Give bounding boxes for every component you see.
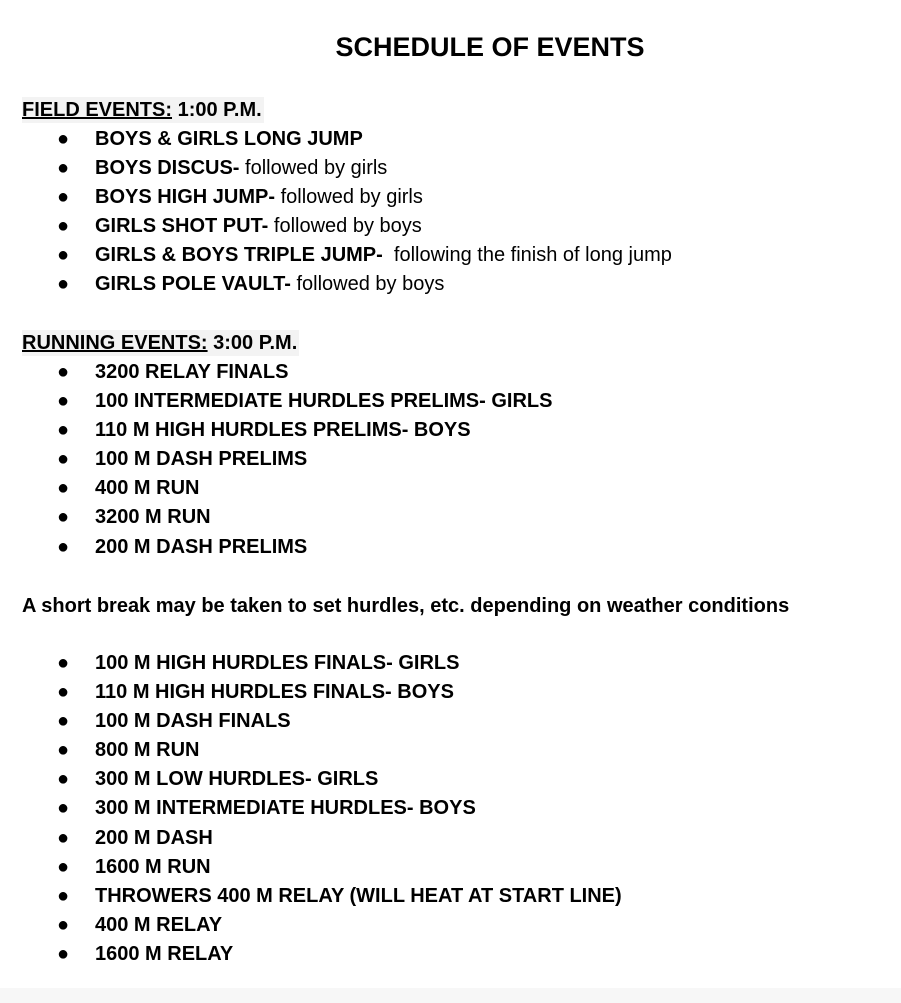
- list-item: [0, 649, 622, 678]
- bullet-icon: ●: [57, 913, 70, 936]
- list-item: [0, 270, 672, 299]
- page-bottom-edge: [0, 988, 901, 1003]
- event-name: 400 M RUN: [95, 477, 200, 500]
- list-item: [0, 183, 672, 212]
- list-item: [0, 940, 622, 969]
- bullet-icon: ●: [57, 739, 70, 762]
- list-item: [0, 212, 672, 241]
- list-item: [0, 707, 622, 736]
- bullet-icon: ●: [57, 681, 70, 704]
- list-item: [0, 474, 552, 503]
- event-name: 100 M HIGH HURDLES FINALS- GIRLS: [95, 652, 460, 674]
- bullet-icon: ●: [57, 652, 70, 674]
- bullet-icon: ●: [57, 186, 70, 209]
- bullet-icon: ●: [57, 157, 70, 180]
- event-name: 200 M DASH: [95, 826, 213, 849]
- bullet-icon: ●: [57, 710, 70, 733]
- event-name: 300 M INTERMEDIATE HURDLES- BOYS: [95, 797, 476, 820]
- event-note: following the finish of long jump: [382, 244, 672, 267]
- event-note: followed by girls: [275, 186, 423, 209]
- event-name: 100 M DASH PRELIMS: [95, 448, 308, 471]
- running-events-list-part1: [0, 358, 552, 562]
- event-name: GIRLS & BOYS TRIPLE JUMP-: [95, 244, 383, 267]
- list-item: [0, 678, 622, 707]
- list-item: [0, 882, 622, 911]
- list-item: [0, 765, 622, 794]
- event-name: 100 INTERMEDIATE HURDLES PRELIMS- GIRLS: [95, 390, 553, 413]
- event-note: followed by boys: [268, 215, 422, 238]
- event-name: 1600 M RUN: [95, 855, 211, 878]
- list-item: [0, 853, 622, 882]
- list-item: [0, 125, 672, 154]
- bullet-icon: ●: [57, 826, 70, 849]
- running-events-heading: [22, 330, 299, 356]
- field-events-heading: [22, 97, 264, 123]
- bullet-icon: ●: [57, 942, 70, 965]
- bullet-icon: ●: [57, 477, 70, 500]
- event-note: followed by girls: [239, 157, 388, 180]
- event-name: 3200 RELAY FINALS: [95, 361, 289, 383]
- event-name: 800 M RUN: [95, 739, 200, 762]
- bullet-icon: ●: [57, 855, 70, 878]
- event-name: GIRLS POLE VAULT-: [95, 273, 291, 296]
- event-name: 400 M RELAY: [95, 913, 223, 936]
- bullet-icon: ●: [57, 128, 70, 150]
- event-name: 110 M HIGH HURDLES FINALS- BOYS: [95, 681, 454, 704]
- event-name: BOYS & GIRLS LONG JUMP: [95, 128, 363, 150]
- list-item: [0, 416, 552, 445]
- event-name: 1600 M RELAY: [95, 942, 234, 965]
- event-name: 100 M DASH FINALS: [95, 710, 291, 733]
- field-events-list: [0, 125, 672, 300]
- bullet-icon: ●: [57, 361, 70, 383]
- list-item: [0, 824, 622, 853]
- list-item: [0, 736, 622, 765]
- list-item: [0, 503, 552, 532]
- event-name: THROWERS 400 M RELAY (WILL HEAT AT START LINE): [95, 884, 622, 907]
- running-events-heading-time: 3:00 P.M.: [207, 332, 298, 354]
- list-item: [0, 358, 552, 387]
- bullet-icon: ●: [57, 244, 70, 267]
- event-name: 200 M DASH PRELIMS: [95, 535, 308, 558]
- bullet-icon: ●: [57, 506, 70, 529]
- bullet-icon: ●: [57, 535, 70, 558]
- running-events-list-part2: [0, 649, 622, 969]
- bullet-icon: ●: [57, 768, 70, 791]
- running-events-heading-label: RUNNING EVENTS:: [22, 332, 208, 354]
- page-title: SCHEDULE OF EVENTS: [335, 32, 645, 62]
- event-note: followed by boys: [290, 273, 445, 296]
- list-item: [0, 911, 622, 940]
- list-item: [0, 387, 552, 416]
- event-name: BOYS HIGH JUMP-: [95, 186, 276, 209]
- list-item: [0, 445, 552, 474]
- bullet-icon: ●: [57, 390, 70, 413]
- bullet-icon: ●: [57, 884, 70, 907]
- list-item: [0, 241, 672, 270]
- event-name: 110 M HIGH HURDLES PRELIMS- BOYS: [95, 419, 471, 442]
- bullet-icon: ●: [57, 273, 70, 296]
- list-item: [0, 794, 622, 823]
- event-name: 3200 M RUN: [95, 506, 211, 529]
- break-note: A short break may be taken to set hurdles, etc. depending on weather conditions: [22, 595, 790, 617]
- field-events-heading-label: FIELD EVENTS:: [22, 99, 173, 121]
- bullet-icon: ●: [57, 797, 70, 820]
- event-name: BOYS DISCUS-: [95, 157, 240, 180]
- event-name: 300 M LOW HURDLES- GIRLS: [95, 768, 379, 791]
- field-events-heading-time: 1:00 P.M.: [172, 99, 262, 121]
- bullet-icon: ●: [57, 448, 70, 471]
- list-item: [0, 533, 552, 562]
- bullet-icon: ●: [57, 215, 70, 238]
- event-name: GIRLS SHOT PUT-: [95, 215, 269, 238]
- list-item: [0, 154, 672, 183]
- bullet-icon: ●: [57, 419, 70, 442]
